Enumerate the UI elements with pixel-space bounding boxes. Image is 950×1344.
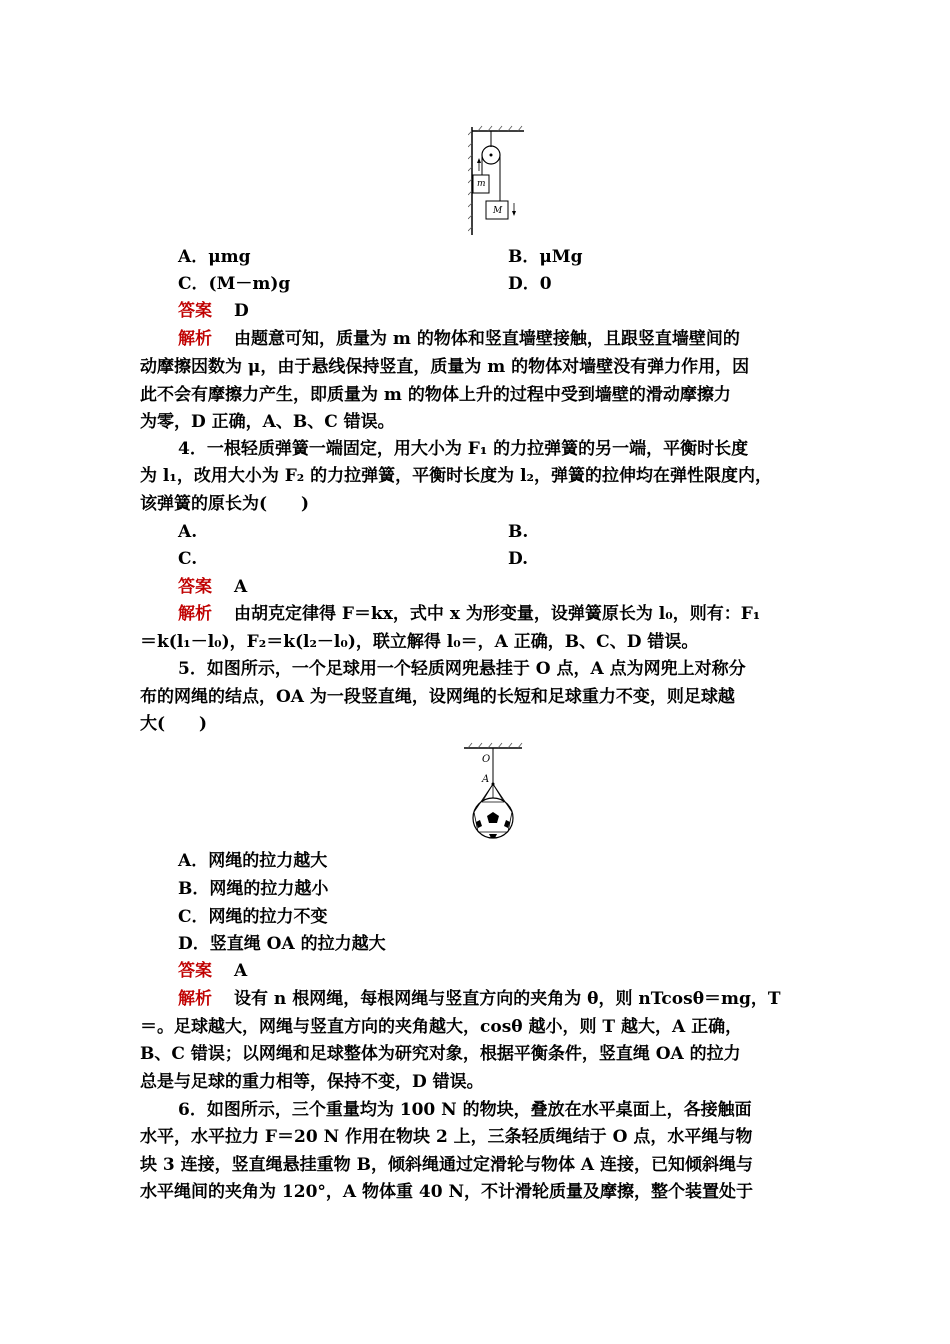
- q3-analysis-line-2: 动摩擦因数为 μ，由于悬线保持竖直，质量为 m 的物体对墙壁没有弹力作用，因: [140, 357, 750, 377]
- q4-option-c: C.: [178, 549, 198, 569]
- figure-label-m: m: [477, 179, 486, 189]
- q6-stem-line-4: 水平绳间的夹角为 120°，A 物体重 40 N，不计滑轮质量及摩擦，整个装置处于: [140, 1182, 754, 1202]
- q4-answer: [178, 576, 247, 598]
- answer-value: A: [234, 961, 248, 981]
- q3-option-c: C．(M－m)g: [178, 274, 291, 294]
- q6-stem-line-2: 水平，水平拉力 F＝20 N 作用在物块 2 上，三条轻质绳结于 O 点，水平绳与物: [140, 1127, 753, 1147]
- q4-analysis-line-1: 解析 由胡克定律得 F＝kx，式中 x 为形变量，设弹簧原长为 l₀，则有：F₁: [178, 604, 761, 624]
- q6-stem-line-1: 6．如图所示，三个重量均为 100 N 的物块，叠放在水平桌面上，各接触面: [178, 1100, 752, 1120]
- q5-answer: [178, 960, 247, 982]
- q6-stem-line-3: 块 3 连接，竖直绳悬挂重物 B，倾斜绳通过定滑轮与物体 A 连接，已知倾斜绳与: [140, 1155, 753, 1175]
- answer-label: 答案: [178, 961, 212, 981]
- q3-option-b: B．μMg: [508, 247, 583, 267]
- q3-answer: [178, 300, 249, 322]
- q5-option-c: C．网绳的拉力不变: [178, 907, 328, 927]
- q5-analysis-line-3: B、C 错误；以网绳和足球整体为研究对象，根据平衡条件，竖直绳 OA 的拉力: [140, 1044, 741, 1064]
- q5-stem-line-1: 5．如图所示，一个足球用一个轻质网兜悬挂于 O 点，A 点为网兜上对称分: [178, 659, 746, 679]
- q5-stem-line-3: 大( ): [140, 714, 208, 734]
- q4-analysis-line-2: ＝k(l₁－l₀)，F₂＝k(l₂－l₀)，联立解得 l₀＝，A 正确，B、C、D 错误。: [140, 632, 699, 652]
- answer-label: 答案: [178, 301, 212, 321]
- q4-option-d: D.: [508, 549, 529, 569]
- q4-option-b: B.: [508, 522, 529, 542]
- football-net-figure: [462, 742, 524, 846]
- q4-stem-line-2: 为 l₁，改用大小为 F₂ 的力拉弹簧，平衡时长度为 l₂，弹簧的拉伸均在弹性限度内，: [140, 466, 772, 486]
- figure-label-M: M: [493, 206, 503, 216]
- answer-value: A: [234, 577, 248, 597]
- answer-label: 答案: [178, 577, 212, 597]
- q5-option-b: B．网绳的拉力越小: [178, 879, 329, 899]
- answer-value: D: [234, 301, 249, 321]
- q3-analysis-line-4: 为零，D 正确，A、B、C 错误。: [140, 412, 395, 432]
- q5-analysis-line-2: ＝。足球越大，网绳与竖直方向的夹角越大，cosθ 越小，则 T 越大，A 正确，: [140, 1017, 743, 1037]
- q5-option-a: A．网绳的拉力越大: [178, 851, 328, 871]
- figure-label-a: A: [482, 774, 490, 785]
- q3-option-d: D．0: [508, 274, 552, 294]
- q5-analysis-line-1: 解析 设有 n 根网绳，每根网绳与竖直方向的夹角为 θ，则 nTcosθ＝mg，T: [178, 989, 781, 1009]
- q4-stem-line-3: 该弹簧的原长为( ): [140, 494, 310, 514]
- q3-analysis-line-1: 解析 由题意可知，质量为 m 的物体和竖直墙壁接触，且跟竖直墙壁间的: [178, 329, 740, 349]
- q3-option-a: A．μmg: [178, 247, 251, 267]
- q5-analysis-line-4: 总是与足球的重力相等，保持不变，D 错误。: [140, 1072, 484, 1092]
- analysis-label: 解析: [178, 604, 212, 624]
- q4-stem-line-1: 4．一根轻质弹簧一端固定，用大小为 F₁ 的力拉弹簧的另一端，平衡时长度: [178, 439, 749, 459]
- figure-label-o: O: [482, 754, 491, 765]
- q3-analysis-line-3: 此不会有摩擦力产生，即质量为 m 的物体上升的过程中受到墙壁的滑动摩擦力: [140, 385, 731, 405]
- q5-option-d: D．竖直绳 OA 的拉力越大: [178, 934, 386, 954]
- analysis-label: 解析: [178, 329, 212, 349]
- q4-option-a: A.: [178, 522, 198, 542]
- q5-stem-line-2: 布的网绳的结点，OA 为一段竖直绳，设网绳的长短和足球重力不变，则足球越: [140, 687, 735, 707]
- analysis-label: 解析: [178, 989, 212, 1009]
